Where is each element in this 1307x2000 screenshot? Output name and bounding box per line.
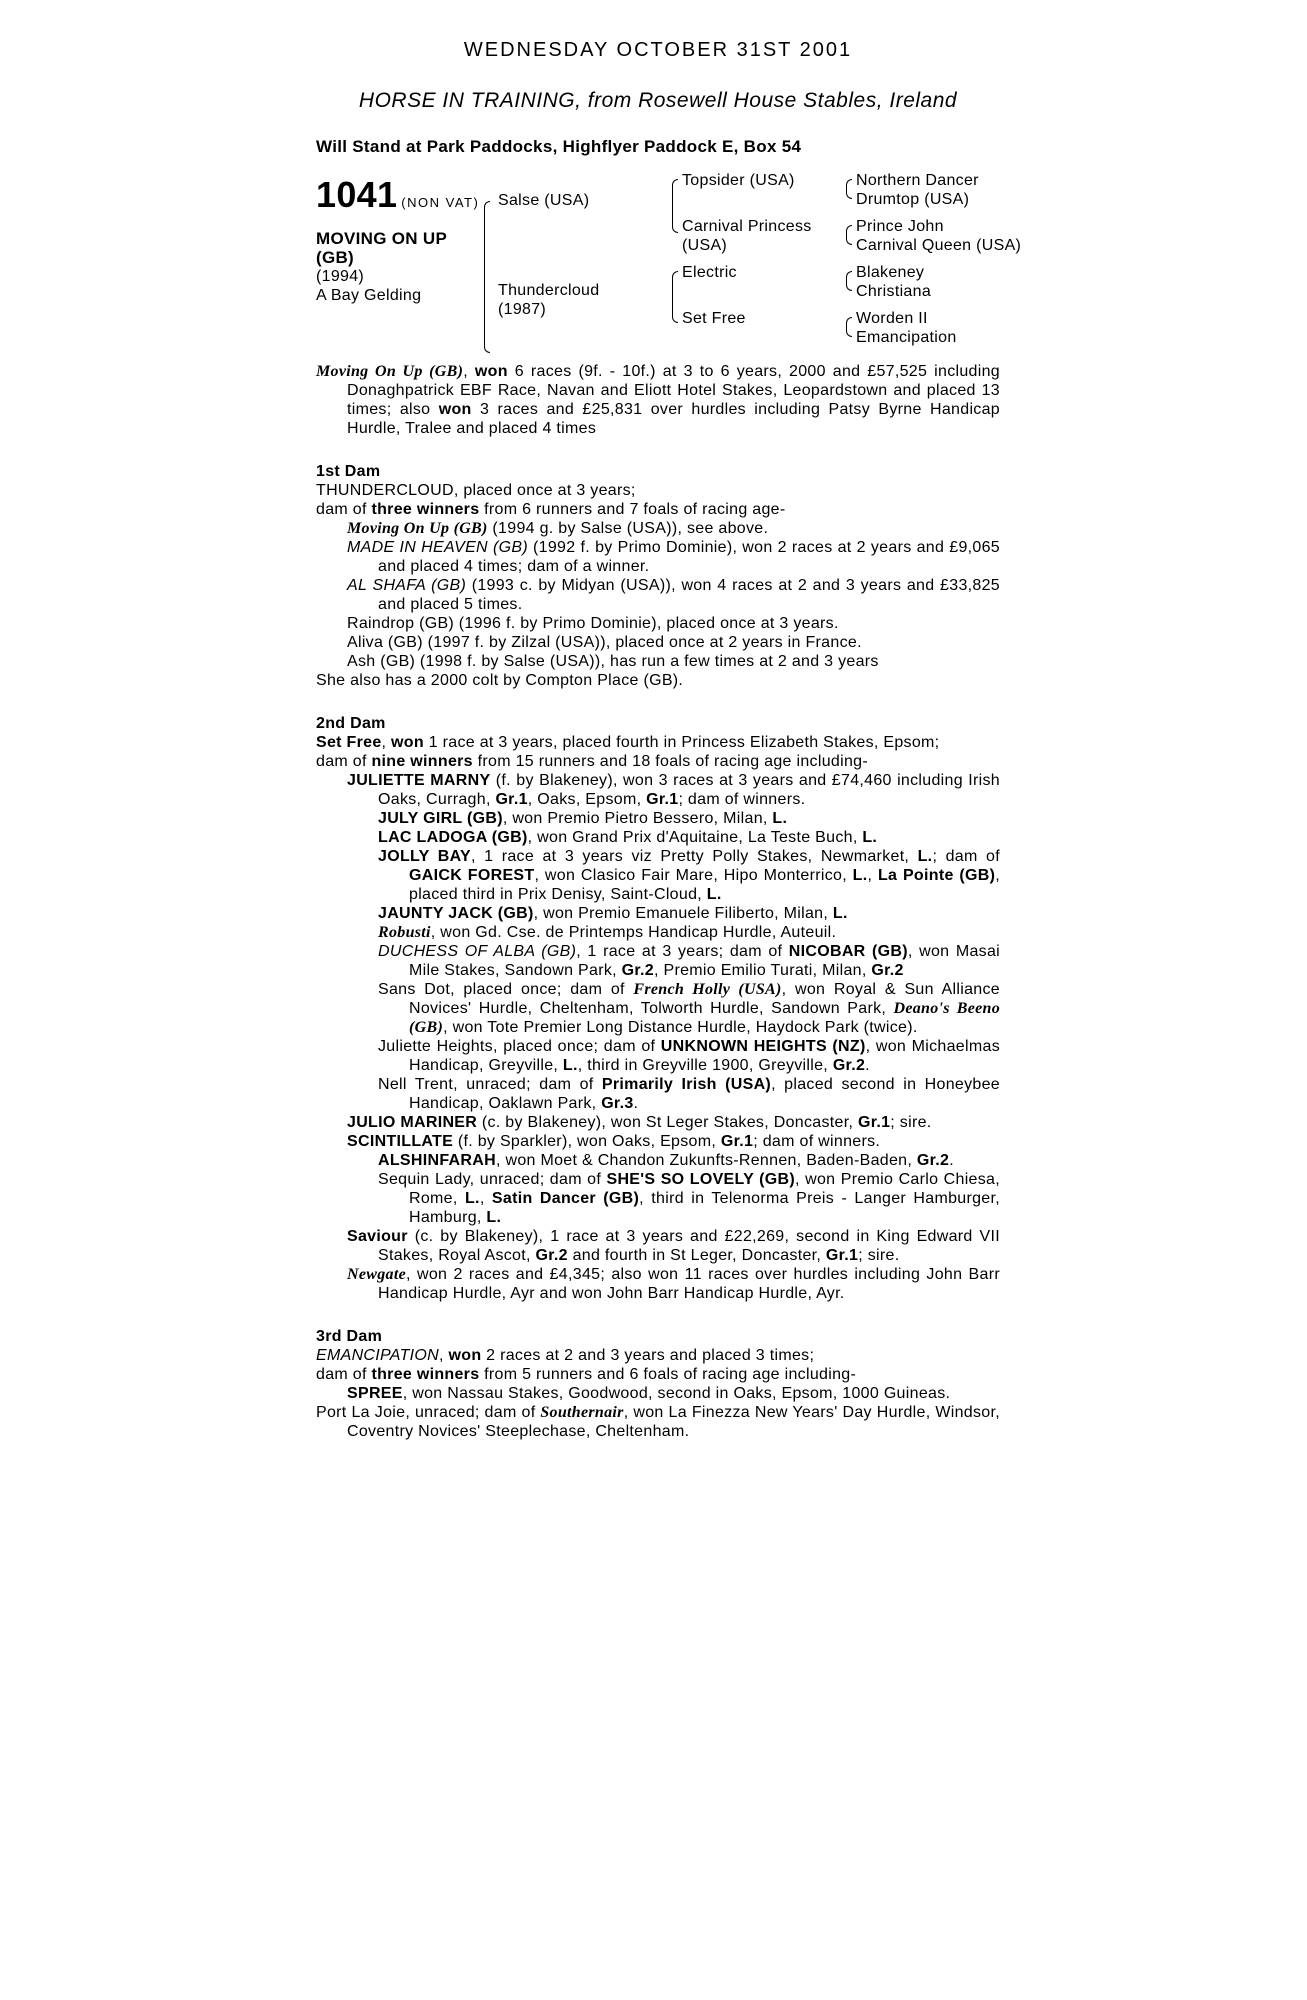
vat-status: (NON VAT): [401, 195, 480, 210]
pedigree-brace-ss: [846, 179, 852, 199]
produce-item: Port La Joie, unraced; dam of Southernair, won La Finezza New Years' Day Hurdle, Windsor, Coventry Novices' Steeplechase, Cheltenham.: [316, 1404, 1000, 1440]
first-dam-section: [316, 462, 1000, 690]
pedigree-brace-sire: [672, 179, 678, 233]
third-dam-produce-summary: dam of three winners from 5 runners and 6 foals of racing age including-: [316, 1366, 857, 1383]
descendant-item: JULY GIRL (GB), won Premio Pietro Bessero, Milan, L.: [378, 810, 788, 827]
produce-item: SPREE, won Nassau Stakes, Goodwood, second in Oaks, Epsom, 1000 Guineas.: [347, 1385, 951, 1402]
dam-year: (1987): [498, 301, 547, 318]
first-dam-note: She also has a 2000 colt by Compton Place (GB).: [316, 672, 684, 689]
produce-item: MADE IN HEAVEN (GB) (1992 f. by Primo Dominie), won 2 races at 2 years and £9,065 and placed 4 times; dam of a winner.: [347, 539, 1000, 575]
third-dam-section: [316, 1327, 1000, 1441]
sale-date: WEDNESDAY OCTOBER 31ST 2001: [463, 39, 853, 61]
stand-location: Will Stand at Park Paddocks, Highflyer Paddock E, Box 54: [316, 137, 802, 156]
catalogue-page: [316, 38, 1022, 1441]
lot-number: 1041: [316, 174, 398, 215]
horse-country: (GB): [316, 248, 355, 267]
first-dam-heading: 1st Dam: [316, 463, 381, 480]
first-dam-summary: THUNDERCLOUD, placed once at 3 years;: [316, 482, 636, 499]
lot-number-block: [316, 175, 479, 215]
sire-dam-country: (USA): [682, 237, 728, 254]
dam-dam-dam: Emancipation: [856, 329, 957, 346]
race-record: Moving On Up (GB), won 6 races (9f. - 10f.) at 3 to 6 years, 2000 and £57,525 including Donaghpatrick EBF Race, Navan and Eliott Hotel Stakes, Leopardstown and placed 13 times; also won 3 races and £25,831 over hurdles including Patsy Byrne Handicap Hurdle, Tralee and placed 4 times: [316, 363, 1000, 437]
produce-item: JULIO MARINER (c. by Blakeney), won St Leger Stakes, Doncaster, Gr.1; sire.: [347, 1114, 932, 1131]
produce-item: JULIETTE MARNY (f. by Blakeney), won 3 races at 3 years and £74,460 including Irish Oaks, Curragh, Gr.1, Oaks, Epsom, Gr.1; dam of winners.: [347, 772, 1000, 808]
descendant-item: Juliette Heights, placed once; dam of UNKNOWN HEIGHTS (NZ), won Michaelmas Handicap, Greyville, L., third in Greyville 1900, Greyville, Gr.2.: [378, 1038, 1000, 1074]
descendant-item: JAUNTY JACK (GB), won Premio Emanuele Filiberto, Milan, L.: [378, 905, 848, 922]
horse-name: MOVING ON UP: [316, 229, 448, 248]
first-dam-produce-summary: dam of three winners from 6 runners and 7 foals of racing age-: [316, 501, 786, 518]
dam-name: Thundercloud: [498, 282, 600, 299]
descendant-item: ALSHINFARAH, won Moet & Chandon Zukunfts-Rennen, Baden-Baden, Gr.2.: [378, 1152, 954, 1169]
produce-item: SCINTILLATE (f. by Sparkler), won Oaks, Epsom, Gr.1; dam of winners.: [347, 1133, 881, 1150]
dam-sire-dam: Christiana: [856, 283, 932, 300]
dam-dam: Set Free: [682, 310, 746, 327]
produce-item: Raindrop (GB) (1996 f. by Primo Dominie), placed once at 3 years.: [347, 615, 839, 632]
second-dam-summary: Set Free, won 1 race at 3 years, placed fourth in Princess Elizabeth Stakes, Epsom;: [316, 734, 940, 751]
pedigree-brace-sd: [846, 225, 852, 245]
pedigree-brace-ds: [846, 271, 852, 291]
descendant-item: DUCHESS OF ALBA (GB), 1 race at 3 years; dam of NICOBAR (GB), won Masai Mile Stakes, Sandown Park, Gr.2, Premio Emilio Turati, Milan, Gr.2: [378, 943, 1001, 979]
third-dam-heading: 3rd Dam: [316, 1328, 383, 1345]
horse-description: A Bay Gelding: [316, 287, 422, 304]
produce-item: Newgate, won 2 races and £4,345; also won 11 races over hurdles including John Barr Handicap Hurdle, Ayr and won John Barr Handicap Hurdle, Ayr.: [347, 1266, 1000, 1302]
produce-item: Aliva (GB) (1997 f. by Zilzal (USA)), placed once at 2 years in France.: [347, 634, 862, 651]
horse-identity: [316, 229, 466, 305]
descendant-item: LAC LADOGA (GB), won Grand Prix d'Aquitaine, La Teste Buch, L.: [378, 829, 878, 846]
sire-sire-dam: Drumtop (USA): [856, 191, 970, 208]
sire-sire: Topsider (USA): [682, 172, 795, 189]
produce-item: Ash (GB) (1998 f. by Salse (USA)), has run a few times at 2 and 3 years: [347, 653, 879, 670]
sire-sire-sire: Northern Dancer: [856, 172, 979, 189]
horse-year: (1994): [316, 268, 365, 285]
pedigree-brace-dam: [672, 271, 678, 323]
third-dam-summary: EMANCIPATION, won 2 races at 2 and 3 years and placed 3 times;: [316, 1347, 815, 1364]
dam-sire-sire: Blakeney: [856, 264, 925, 281]
pedigree-brace-main: [484, 201, 490, 353]
descendant-item: Sans Dot, placed once; dam of French Holly (USA), won Royal & Sun Alliance Novices' Hurdle, Cheltenham, Tolworth Hurdle, Sandown Park, Deano's Beeno (GB), won Tote Premier Long Distance Hurdle, Haydock Park (twice).: [378, 981, 1000, 1036]
descendant-item: Robusti, won Gd. Cse. de Printemps Handicap Hurdle, Auteuil.: [378, 924, 837, 941]
second-dam-heading: 2nd Dam: [316, 715, 386, 732]
dam-dam-sire: Worden II: [856, 310, 928, 327]
sire-dam-sire: Prince John: [856, 218, 944, 235]
sire: Salse (USA): [498, 192, 590, 209]
dam-sire: Electric: [682, 264, 737, 281]
pedigree-table: [316, 171, 1022, 356]
produce-item: AL SHAFA (GB) (1993 c. by Midyan (USA)), won 4 races at 2 and 3 years and £33,825 and placed 5 times.: [347, 577, 1000, 613]
sire-dam: Carnival Princess: [682, 218, 812, 235]
sire-dam-dam: Carnival Queen (USA): [856, 237, 1022, 254]
pedigree-brace-dd: [846, 317, 852, 337]
second-dam-produce-summary: dam of nine winners from 15 runners and 18 foals of racing age including-: [316, 753, 868, 770]
descendant-item: JOLLY BAY, 1 race at 3 years viz Pretty Polly Stakes, Newmarket, L.; dam of GAICK FOREST, won Clasico Fair Mare, Hipo Monterrico, L., La Pointe (GB), placed third in Prix Denisy, Saint-Cloud, L.: [378, 848, 1000, 903]
descendant-item: Sequin Lady, unraced; dam of SHE'S SO LOVELY (GB), won Premio Carlo Chiesa, Rome, L., Satin Dancer (GB), third in Telenorma Preis - Langer Hamburger, Hamburg, L.: [378, 1171, 1001, 1226]
produce-item: Saviour (c. by Blakeney), 1 race at 3 years and £22,269, second in King Edward VII Stakes, Royal Ascot, Gr.2 and fourth in St Leger, Doncaster, Gr.1; sire.: [347, 1228, 1000, 1264]
horse-subtitle: HORSE IN TRAINING, from Rosewell House Stables, Ireland: [358, 89, 958, 112]
descendant-item: Nell Trent, unraced; dam of Primarily Irish (USA), placed second in Honeybee Handicap, Oaklawn Park, Gr.3.: [378, 1076, 1000, 1112]
second-dam-section: [316, 714, 1000, 1303]
produce-item: Moving On Up (GB) (1994 g. by Salse (USA)), see above.: [347, 520, 769, 537]
